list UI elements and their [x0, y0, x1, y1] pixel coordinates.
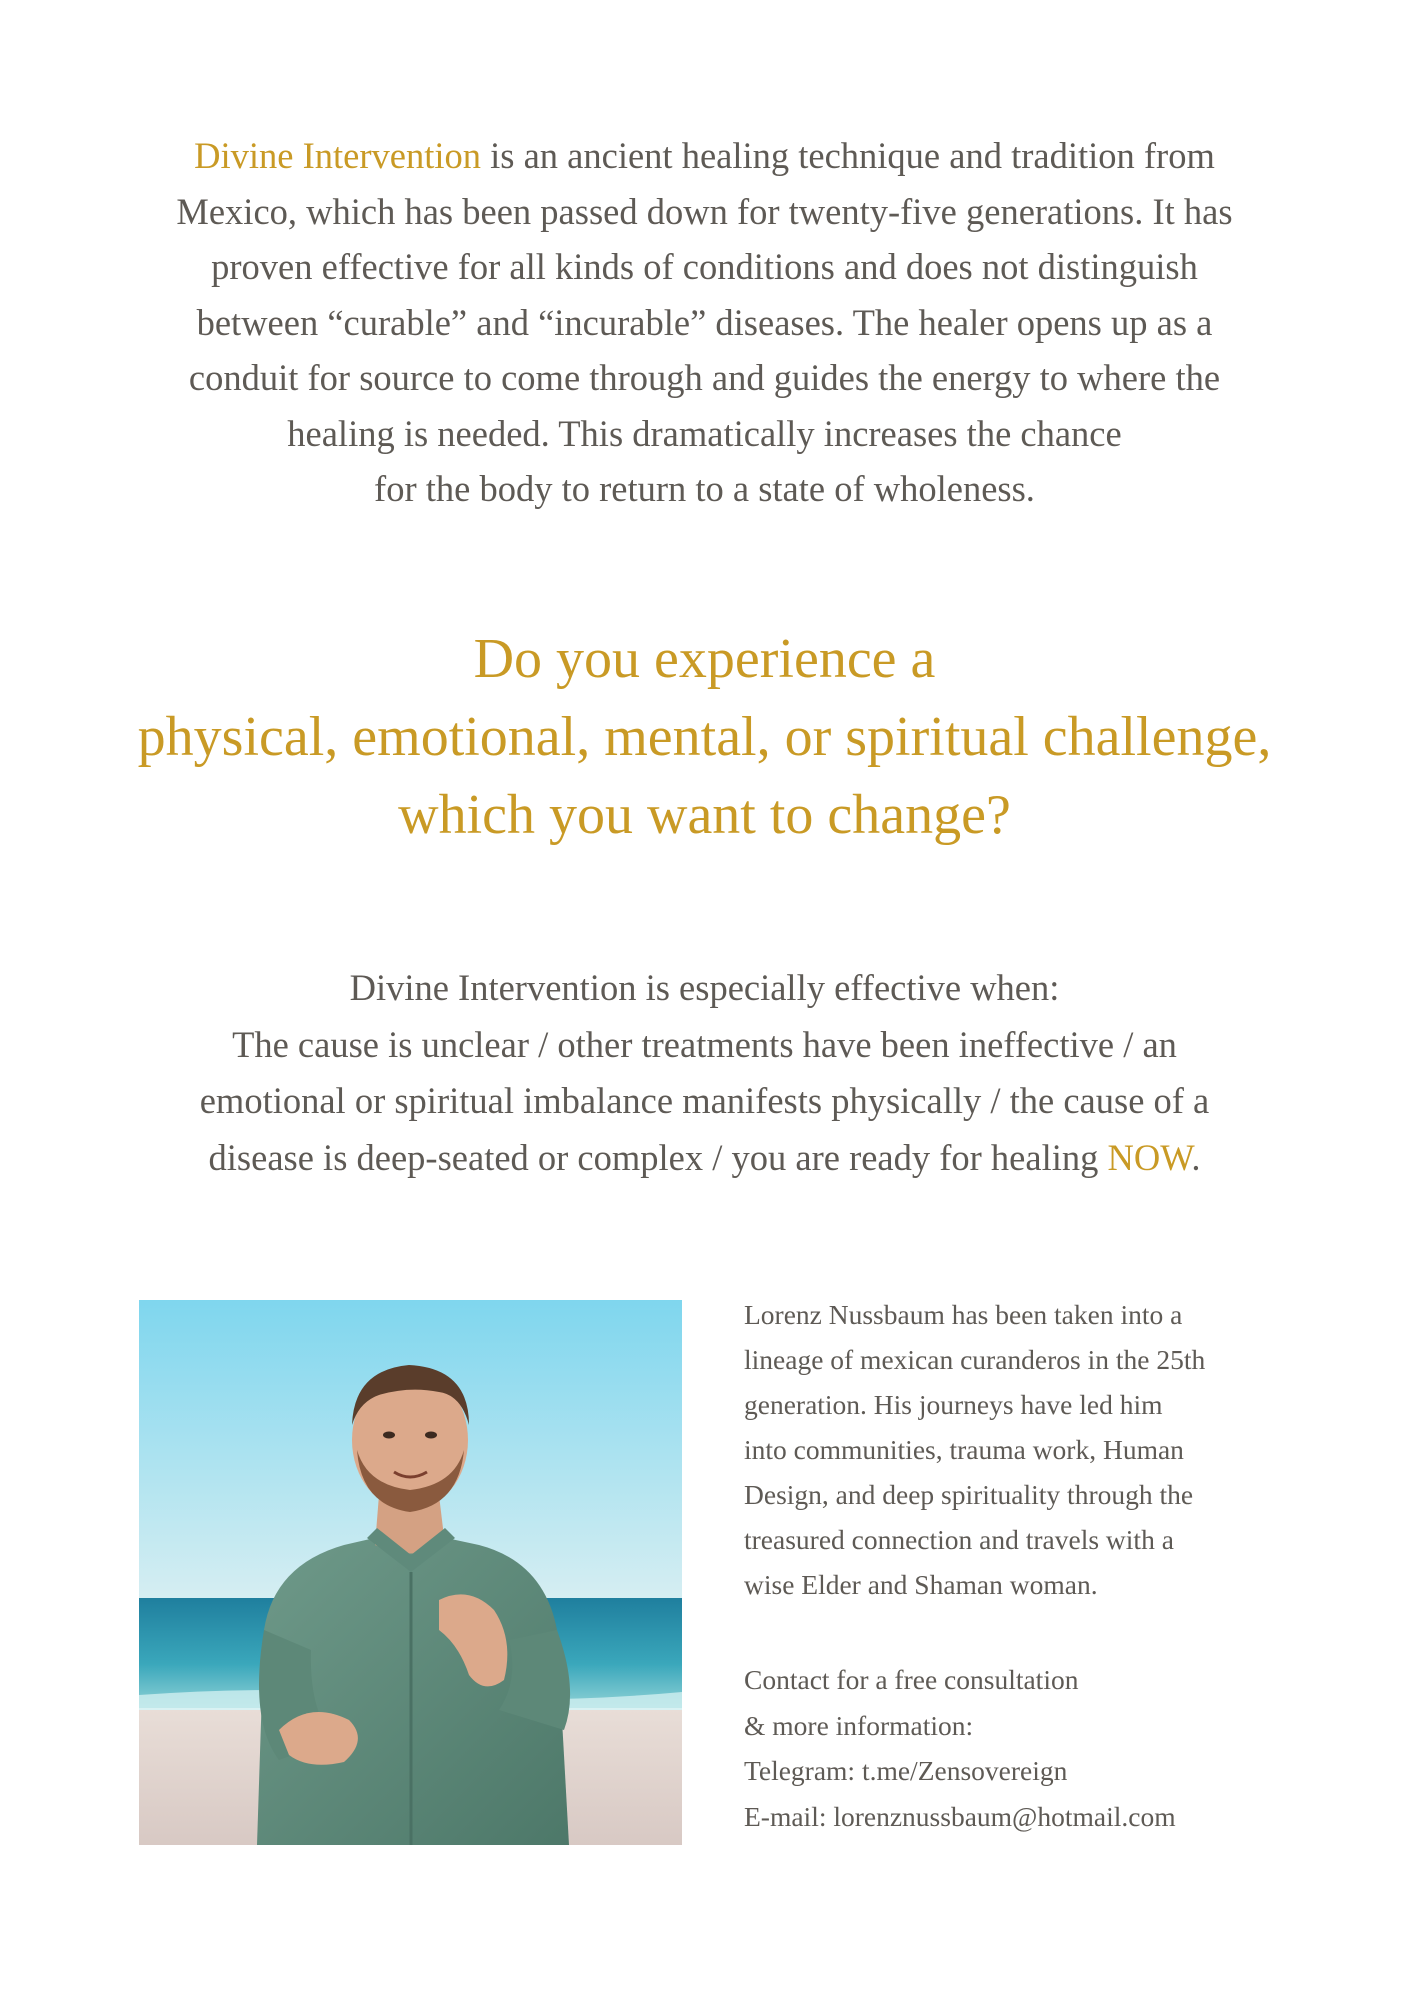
bio-line-7: wise Elder and Shaman woman. [744, 1569, 1098, 1600]
effective-line-4-start: disease is deep-seated or complex / you are ready for healing [208, 1136, 1108, 1178]
effective-line-1: Divine Intervention is especially effective when: [349, 967, 1060, 1008]
effective-paragraph [110, 960, 1299, 1186]
intro-line-1-rest: is an ancient healing technique and tradition from [481, 135, 1215, 176]
bio-paragraph [744, 1292, 1284, 1607]
question-heading [80, 620, 1329, 854]
effective-line-4 [110, 1130, 1299, 1187]
bio-line-1: Lorenz Nussbaum has been taken into a [744, 1299, 1183, 1330]
intro-line-4: between “curable” and “incurable” diseases. The healer opens up as a [196, 301, 1213, 343]
intro-line-5: conduit for source to come through and guides the energy to where the [188, 357, 1221, 398]
intro-paragraph [110, 128, 1299, 517]
telegram-link[interactable]: Telegram: t.me/Zensovereign [744, 1755, 1068, 1786]
bio-line-3: generation. His journeys have led him [744, 1389, 1163, 1420]
bio-line-5: Design, and deep spirituality through the [744, 1479, 1194, 1510]
bio-line-4: into communities, trauma work, Human [744, 1434, 1184, 1465]
effective-line-3: emotional or spiritual imbalance manifests physically / the cause of a [199, 1080, 1210, 1121]
contact-block [744, 1657, 1284, 1839]
question-line-2: physical, emotional, mental, or spiritual challenge, [137, 706, 1272, 768]
intro-line-7: for the body to return to a state of wholeness. [374, 468, 1035, 509]
intro-line-2: Mexico, which has been passed down for twenty-five generations. It has [176, 190, 1233, 232]
contact-line-1: Contact for a free consultation [744, 1664, 1079, 1695]
bio-line-2: lineage of mexican curanderos in the 25th [744, 1344, 1206, 1375]
bio-line-6: treasured connection and travels with a [744, 1524, 1174, 1555]
now-highlight: NOW [1107, 1136, 1192, 1178]
portrait-photo [139, 1300, 682, 1845]
effective-line-2: The cause is unclear / other treatments have been ineffective / an [232, 1023, 1177, 1065]
contact-line-2: & more information: [744, 1709, 974, 1741]
question-line-3: which you want to change? [398, 784, 1011, 846]
intro-highlight: Divine Intervention [194, 135, 482, 176]
intro-line-6: healing is needed. This dramatically increases the chance [287, 412, 1122, 454]
intro-line-1 [110, 128, 1299, 184]
question-line-1: Do you experience a [473, 628, 936, 690]
effective-period: . [1191, 1136, 1201, 1178]
intro-line-3: proven effective for all kinds of conditions and does not distinguish [211, 246, 1198, 287]
email-link[interactable]: E-mail: lorenznussbaum@hotmail.com [744, 1800, 1176, 1832]
